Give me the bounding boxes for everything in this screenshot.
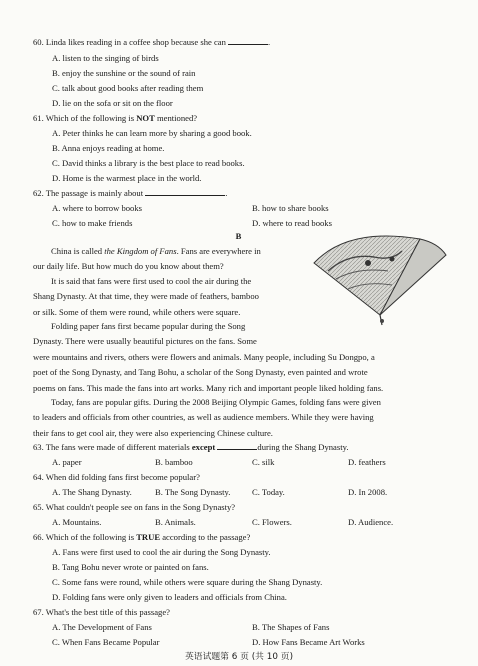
q66-option-c: C. Some fans were round, while others were square during the Shang Dynasty.	[52, 577, 323, 587]
q67-option-b: B. The Shapes of Fans	[252, 622, 330, 632]
q61-option-d: D. Home is the warmest place in the world.	[52, 173, 202, 183]
q61-stem-emphasis: NOT	[136, 113, 155, 123]
q60-stem-text: 60. Linda likes reading in a coffee shop because she can	[33, 37, 226, 47]
q63-stem-emphasis: except	[191, 442, 216, 452]
passage-line: their fans to get cool air, they were also experiencing Chinese culture.	[33, 427, 273, 438]
q61-stem-text: 61. Which of the following is	[33, 113, 137, 123]
q65-option-b: B. Animals.	[155, 517, 196, 527]
q63-stem-end: during the Shang Dynasty.	[257, 442, 349, 452]
q63-stem-text: 63. The fans were made of different materials	[33, 442, 192, 452]
passage-line: poet of the Song Dynasty, and Tang Bohu, a scholar of the Song Dynasty, even painted and wrote	[33, 367, 368, 378]
q60-option-c: C. talk about good books after reading them	[52, 83, 204, 93]
passage-paragraph-2	[33, 274, 303, 320]
q63-option-c: C. silk	[252, 457, 275, 467]
q60-option-b: B. enjoy the sunshine or the sound of rain	[52, 68, 196, 78]
q61-stem-end: mentioned?	[154, 113, 198, 123]
answer-blank	[228, 35, 271, 47]
q65-option-d: D. Audience.	[348, 517, 394, 527]
question-61-stem	[33, 111, 444, 126]
q63-option-b: B. bamboo	[155, 457, 193, 467]
q66-option-b: B. Tang Bohu never wrote or painted on fans.	[52, 562, 209, 572]
q62-option-d: D. where to read books	[252, 218, 332, 228]
q60-option-a: A. listen to the singing of birds	[52, 53, 159, 63]
passage-paragraph-3	[33, 319, 445, 396]
passage-line: Today, fans are popular gifts. During the 2008 Beijing Olympic Games, folding fans were given	[51, 397, 381, 407]
passage-line: It is said that fans were first used to cool the air during the	[51, 276, 252, 286]
q62-option-a: A. where to borrow books	[52, 203, 142, 213]
q66-option-a: A. Fans were first used to cool the air during the Song Dynasty.	[52, 547, 271, 557]
page-footer: 英语试题第 6 页 (共 10 页)	[184, 652, 293, 662]
question-60-stem	[33, 35, 444, 50]
q67-option-c: C. When Fans Became Popular	[52, 637, 160, 647]
passage-paragraph-4	[33, 395, 445, 441]
passage-line: were mountains and rivers, others were flowers and animals. Many people, including Su Dongpo, a	[33, 351, 375, 362]
answer-blank	[145, 186, 228, 198]
passage-emphasis: the Kingdom of Fans	[104, 246, 177, 256]
folding-fan-illustration	[308, 233, 448, 329]
q64-option-c: C. Today.	[252, 487, 285, 497]
question-64-stem: 64. When did folding fans first become popular?	[33, 472, 200, 482]
passage-line: Shang Dynasty. At that time, they were made of feathers, bamboo	[33, 291, 259, 302]
q62-stem-end: .	[225, 188, 228, 198]
q66-option-d: D. Folding fans were only given to leaders and officials from China.	[52, 592, 287, 602]
question-67-stem: 67. What's the best title of this passage?	[33, 607, 170, 617]
q67-option-d: D. How Fans Became Art Works	[252, 637, 365, 647]
question-65-stem: 65. What couldn't people see on fans in the Song Dynasty?	[33, 502, 236, 512]
q65-option-c: C. Flowers.	[252, 517, 292, 527]
passage-line: Dynasty. There were usually beautiful pictures on the fans. Some	[33, 336, 257, 347]
q64-option-b: B. The Song Dynasty.	[155, 487, 231, 497]
q61-option-c: C. David thinks a library is the best place to read books.	[52, 158, 245, 168]
passage-text: . Fans are everywhere in	[176, 246, 261, 256]
q66-stem-emphasis: TRUE	[136, 532, 161, 542]
answer-blank	[217, 440, 257, 450]
question-66-stem	[33, 530, 444, 545]
passage-line: our daily life. But how much do you know about them?	[33, 261, 224, 272]
q60-option-d: D. lie on the sofa or sit on the floor	[52, 98, 173, 108]
passage-line: poems on fans. This made the fans into art works. Many rich and important people liked holding fans.	[33, 382, 384, 393]
q66-stem-text: 66. Which of the following is	[33, 532, 137, 542]
passage-text: China is called	[51, 246, 105, 256]
q67-option-a: A. The Development of Fans	[52, 622, 152, 632]
q62-option-c: C. how to make friends	[52, 218, 133, 228]
passage-line: to leaders and officials from other countries, as well as audience members. While they were having	[33, 412, 374, 423]
q61-option-a: A. Peter thinks he can learn more by sharing a good book.	[52, 128, 252, 138]
q62-option-b: B. how to share books	[252, 203, 329, 213]
passage-line: Folding paper fans first became popular during the Song	[51, 321, 246, 331]
q63-option-a: A. paper	[52, 457, 82, 467]
q64-option-d: D. In 2008.	[348, 487, 388, 497]
passage-line: or silk. Some of them were round, while others were square.	[33, 306, 241, 317]
q61-option-b: B. Anna enjoys reading at home.	[52, 143, 165, 153]
q63-option-d: D. feathers	[348, 457, 386, 467]
passage-paragraph-1	[33, 244, 303, 275]
question-62-stem	[33, 186, 444, 201]
q66-stem-end: according to the passage?	[160, 532, 251, 542]
q60-stem-end: .	[268, 37, 271, 47]
question-63-stem	[33, 440, 444, 455]
q64-option-a: A. The Shang Dynasty.	[52, 487, 132, 497]
q62-stem-text: 62. The passage is mainly about	[33, 188, 144, 198]
section-heading: B	[235, 231, 242, 241]
q65-option-a: A. Mountains.	[52, 517, 102, 527]
